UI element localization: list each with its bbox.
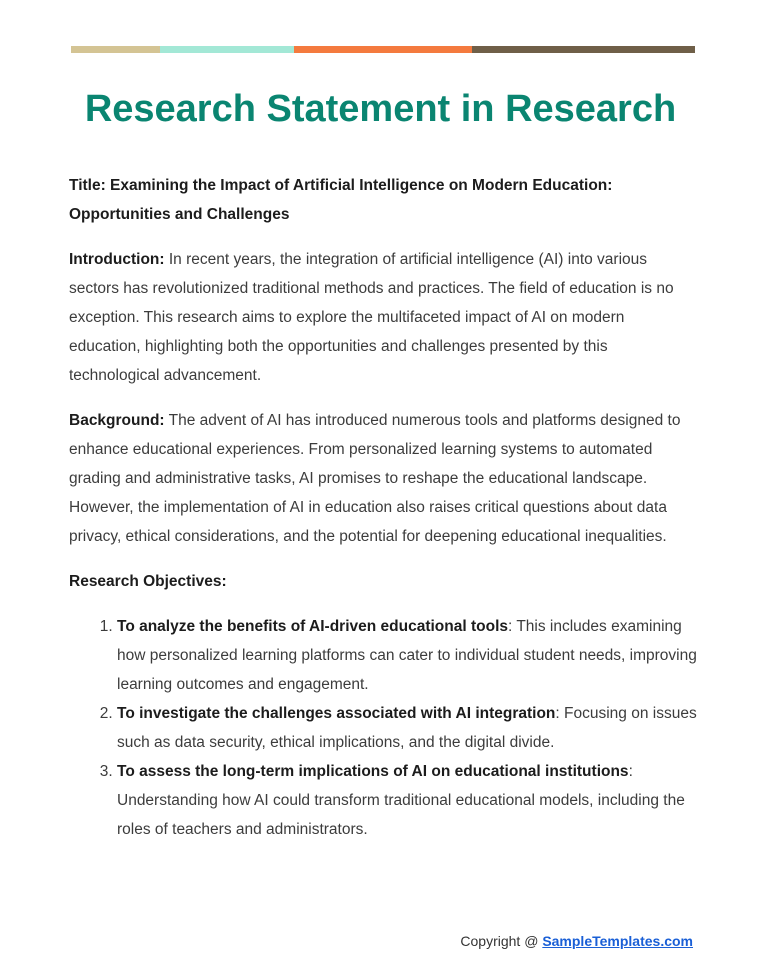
objective-text: : This includes examining how personalized learning platforms can cater to individual student needs, improving learning outcomes and engagement. — [117, 618, 697, 693]
background-label: Background: — [69, 412, 165, 429]
introduction-label: Introduction: — [69, 251, 165, 268]
objective-item — [117, 699, 699, 757]
page-title: Research Statement in Research — [84, 88, 677, 130]
color-bar-segment — [294, 46, 472, 53]
background-paragraph — [69, 406, 699, 551]
introduction-text: In recent years, the integration of artificial intelligence (AI) into various sectors has revolutionized traditional methods and practices. The field of education is no exception. This research aims to explore the multifaceted impact of AI on modern education, highlighting both the opportunities and challenges presented by this technological advancement. — [69, 251, 674, 384]
copyright-prefix: Copyright @ — [460, 933, 543, 949]
objective-text: : Understanding how AI could transform traditional educational models, including the roles of teachers and administrators. — [117, 763, 685, 838]
objective-lead: To assess the long-term implications of AI on educational institutions — [117, 763, 629, 780]
objective-text: : Focusing on issues such as data security, ethical implications, and the digital divide. — [117, 705, 697, 751]
objective-item — [117, 612, 699, 699]
objectives-list — [69, 612, 699, 844]
document-title: Title: Examining the Impact of Artificial Intelligence on Modern Education: Opportunities and Challenges — [69, 177, 613, 223]
objective-lead: To investigate the challenges associated with AI integration — [117, 705, 556, 722]
background-text: The advent of AI has introduced numerous tools and platforms designed to enhance educational experiences. From personalized learning systems to automated grading and administrative tasks, AI promises to reshape the educational landscape. However, the implementation of AI in education also raises critical questions about data privacy, ethical considerations, and the potential for deepening educational inequalities. — [69, 412, 681, 545]
footer-copyright — [460, 930, 693, 952]
color-bar-segment — [160, 46, 294, 53]
objective-lead: To analyze the benefits of AI-driven educational tools — [117, 618, 508, 635]
objectives-heading: Research Objectives: — [69, 573, 227, 590]
introduction-paragraph — [69, 245, 699, 390]
color-bar-segment — [71, 46, 160, 53]
decorative-color-bar — [71, 46, 695, 53]
document-body — [69, 171, 699, 844]
sampletemplates-link[interactable]: SampleTemplates.com — [542, 933, 693, 949]
objective-item — [117, 757, 699, 844]
color-bar-segment — [472, 46, 695, 53]
